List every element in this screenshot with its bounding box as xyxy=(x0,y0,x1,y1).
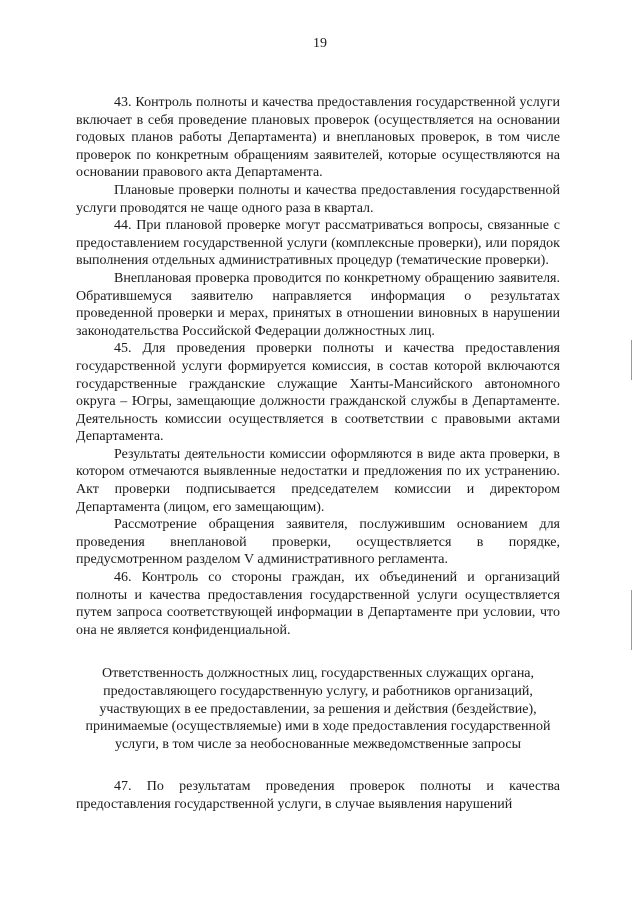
paragraph-planned-checks: Плановые проверки полноты и качества предоставления государственной услуги проводятся не чаще одного раза в квартал. xyxy=(76,182,560,216)
section-heading: Ответственность должностных лиц, государственных служащих органа, предоставляющего государственную услугу, и работников организаций, участвующих в ее предоставлении, за решения и действия (бездействие), принимаемые (осуществляемые) ими в ходе предоставления государственной услуги, в том числе за необоснованные межведомственные запросы xyxy=(85,666,551,752)
paragraph-44: 44. При плановой проверке могут рассматриваться вопросы, связанные с предоставлением государственной услуги (комплексные проверки), или порядок выполнения отдельных административных процедур (тематические проверки). xyxy=(76,218,560,269)
paragraph-appeal-review: Рассмотрение обращения заявителя, послужившим основанием для проведения внеплановой проверки, осуществляется в порядке, предусмотренном разделом V административного регламента. xyxy=(76,517,560,568)
scan-edge-mark xyxy=(631,590,632,650)
scan-edge-mark xyxy=(631,340,632,380)
paragraph-commission-results: Результаты деятельности комиссии оформляются в виде акта проверки, в котором отмечаются выявленные недостатки и предложения по их устранению. Акт проверки подписывается председателем комиссии и директором Департамента (лицом, его замещающим). xyxy=(76,446,560,515)
paragraph-unplanned-check: Внеплановая проверка проводится по конкретному обращению заявителя. Обратившемуся заявителю направляется информация о результатах проведенной проверки и мерах, принятых в отношении виновных в нарушении законодательства Российской Федерации должностных лиц. xyxy=(76,270,560,339)
paragraph-45: 45. Для проведения проверки полноты и качества предоставления государственной услуги формируется комиссия, в состав которой включаются государственные гражданские служащие Ханты-Мансийского автономного округа – Югры, замещающие должности гражданской службы в Департаменте. Деятельность комиссии осуществляется в соответствии с правовыми актами Департамента. xyxy=(76,341,560,445)
paragraph-43: 43. Контроль полноты и качества предоставления государственной услуги включает в себя проведение плановых проверок (осуществляется на основании годовых планов работы Департамента) и внеплановых проверок, в том числе проверок по конкретным обращениям заявителей, которые осуществляются на основании правового акта Департамента. xyxy=(76,95,560,181)
paragraph-47: 47. По результатам проведения проверок полноты и качества предоставления государственной услуги, в случае выявления нарушений xyxy=(76,779,560,812)
page-number: 19 xyxy=(313,36,327,51)
paragraph-46: 46. Контроль со стороны граждан, их объединений и организаций полноты и качества предоставления государственной услуги осуществляется путем запроса соответствующей информации в Департаменте при условии, что она не является конфиденциальной. xyxy=(76,570,560,638)
document-body xyxy=(76,94,560,814)
